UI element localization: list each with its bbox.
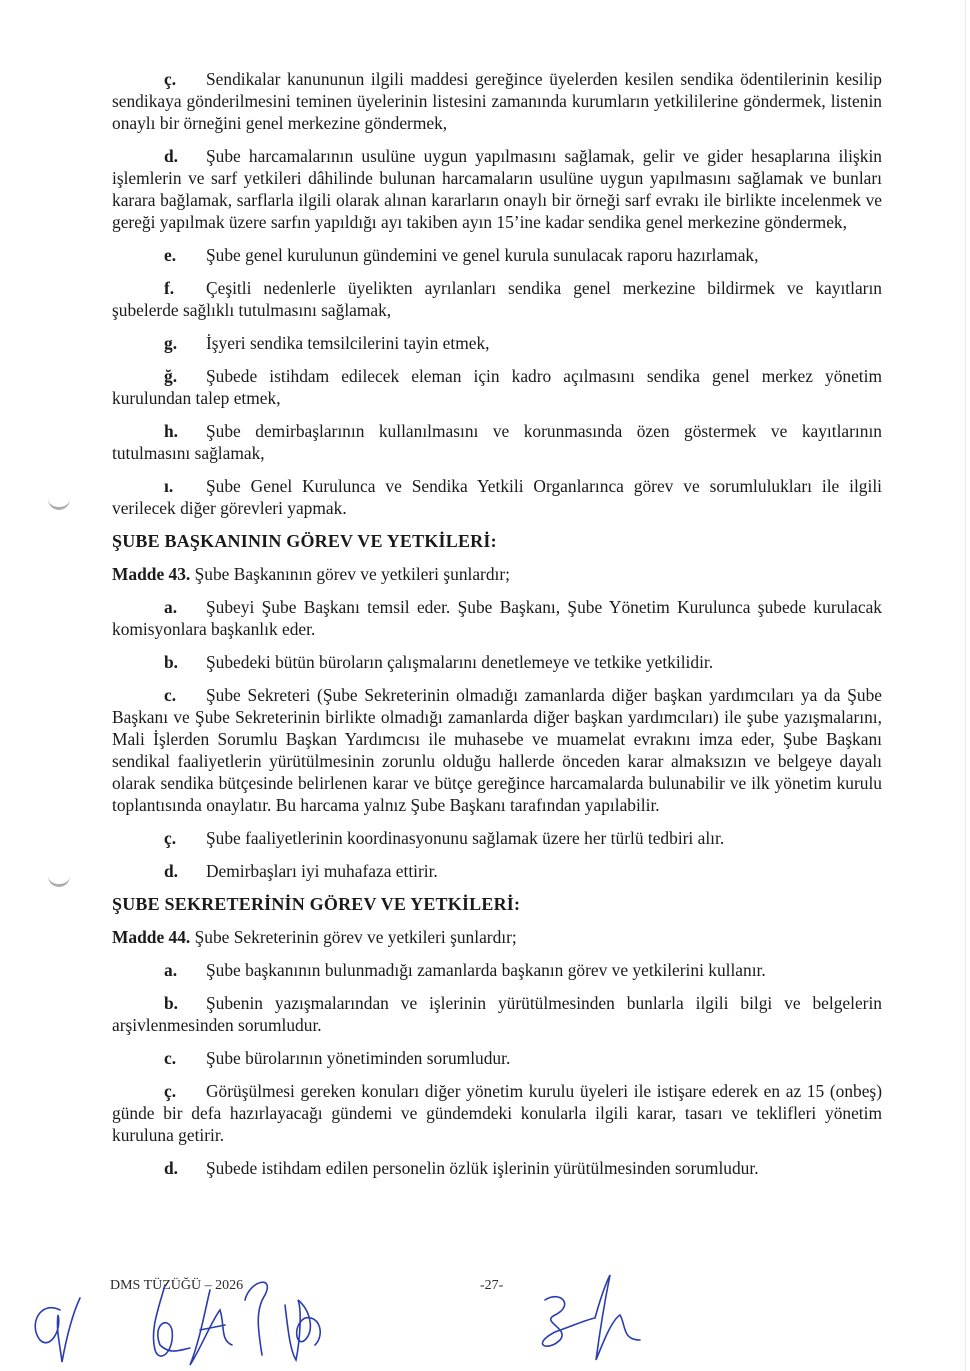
list-item: f. Çeşitli nedenlerle üyelikten ayrılanları sendika genel merkezine bildirmek ve kayıtların şubelerde sağlıklı tutulmasını sağlamak,	[112, 278, 882, 320]
list-item: b. Şubenin yazışmalarından ve işlerinin yürütülmesinden bunlarla ilgili bilgi ve belgelerin arşivlenmesinden sorumludur.	[112, 993, 882, 1035]
signature-2	[153, 1285, 190, 1356]
page-number: -27-	[480, 1278, 504, 1293]
punch-hole-mark	[48, 870, 70, 887]
signature-6	[542, 1275, 640, 1360]
list-item: e. Şube genel kurulunun gündemini ve genel kurula sunulacak raporu hazırlamak,	[164, 245, 759, 265]
list-item: a. Şubeyi Şube Başkanı temsil eder. Şube Başkanı, Şube Yönetim Kurulunca şubede kurulacak komisyonlara başkanlık eder.	[112, 597, 882, 639]
list-item: ı. Şube Genel Kurulunca ve Sendika Yetkili Organlarınca görev ve sorumlulukları ile ilgili verilecek diğer görevleri yapmak.	[112, 476, 882, 518]
list-item: ç. Görüşülmesi gereken konuları diğer yönetim kurulu üyeleri ile istişare ederek en az 15 (onbeş) günde bir defa hazırlayacağı gündemi ve gündemdeki konularla ilgili karar, tasarı ve teklifleri yönetim kuruluna getirir.	[112, 1081, 882, 1145]
signatures-icon	[0, 1270, 970, 1371]
list-item: ç. Sendikalar kanununun ilgili maddesi gereğince üyelerden kesilen sendika ödentilerinin kesilip sendikaya gönderilmesini teminen üyelerinin listesini zamanında kurumların yetkililerine göndermek, listenin onaylı bir örneğini genel merkezine göndermek,	[112, 69, 882, 133]
article-intro: Madde 43. Şube Başkanının görev ve yetkileri şunlardır;	[112, 564, 511, 584]
section-heading: ŞUBE BAŞKANININ GÖREV VE YETKİLERİ:	[112, 531, 497, 551]
list-item: c. Şube bürolarının yönetiminden sorumludur.	[164, 1048, 511, 1068]
page-edge-line	[965, 0, 966, 1371]
signature-4	[245, 1282, 267, 1355]
signature-1	[35, 1298, 80, 1362]
article-label: Madde 44.	[112, 927, 191, 947]
list-item: b. Şubedeki bütün büroların çalışmalarını denetlemeye ve tetkike yetkilidir.	[164, 652, 714, 672]
signature-5	[285, 1300, 320, 1360]
list-item: a. Şube başkanının bulunmadığı zamanlarda başkanın görev ve yetkilerini kullanır.	[164, 960, 766, 980]
list-item: d. Şube harcamalarının usulüne uygun yapılmasını sağlamak, gelir ve gider hesaplarına ilişkin işlemlerin ve sarf yetkileri dâhilinde bulunan harcamaların usulüne uygun yapılmasını sağlamak ve bunları karara bağlamak, sarflarla ilgili olarak alınan kararların onaylı bir örneği sarf evrakı ile birlikte incelenmek ve gereği yapılmak üzere sarfın yapıldığı ayı takiben ayın 15’ine kadar sendika genel merkezine göndermek,	[112, 146, 882, 232]
list-item: h. Şube demirbaşlarının kullanılmasını ve korunmasında özen göstermek ve kayıtlarının tutulmasını sağlamak,	[112, 421, 882, 463]
list-item: d. Şubede istihdam edilen personelin özlük işlerinin yürütülmesinden sorumludur.	[164, 1158, 759, 1178]
list-item: d. Demirbaşları iyi muhafaza ettirir.	[164, 861, 438, 881]
list-item: ğ. Şubede istihdam edilecek eleman için kadro açılmasını sendika genel merkez yönetim kurulundan talep etmek,	[112, 366, 882, 408]
document-body	[112, 68, 882, 1190]
article-label: Madde 43.	[112, 564, 191, 584]
list-item: ç. Şube faaliyetlerinin koordinasyonunu sağlamak üzere her türlü tedbiri alır.	[164, 828, 725, 848]
section-heading: ŞUBE SEKRETERİNİN GÖREV VE YETKİLERİ:	[112, 894, 521, 914]
punch-hole-mark	[48, 493, 70, 510]
list-item: g. İşyeri sendika temsilcilerini tayin etmek,	[164, 333, 490, 353]
footer-document-title: DMS TÜZÜĞÜ – 2026	[110, 1278, 244, 1293]
signature-3	[190, 1290, 232, 1365]
list-item: c. Şube Sekreteri (Şube Sekreterinin olmadığı zamanlarda diğer başkan yardımcıları ya da Şube Başkanı ve Şube Sekreterinin birlikte olmadığı zamanlarda diğer başkan yardımcıları) ile şube yazışmalarını, Mali İşlerden Sorumlu Başkan Yardımcısı ile muhasebe ve muamelat evrakını imza eder, Şube Başkanı sendikal faaliyetlerin yürütülmesinin zorunlu olduğu hallerde önceden karar almaksızın ve belgeye dayalı olarak sendika bütçesinde belirlenen karar ve bütçe gereğince harcamalarda bulunabilir ve ilk yönetim kurulu toplantısında onaylatır. Bu harcama yalnız Şube Başkanı tarafından yapılabilir.	[112, 685, 882, 815]
article-intro: Madde 44. Şube Sekreterinin görev ve yetkileri şunlardır;	[112, 927, 517, 947]
